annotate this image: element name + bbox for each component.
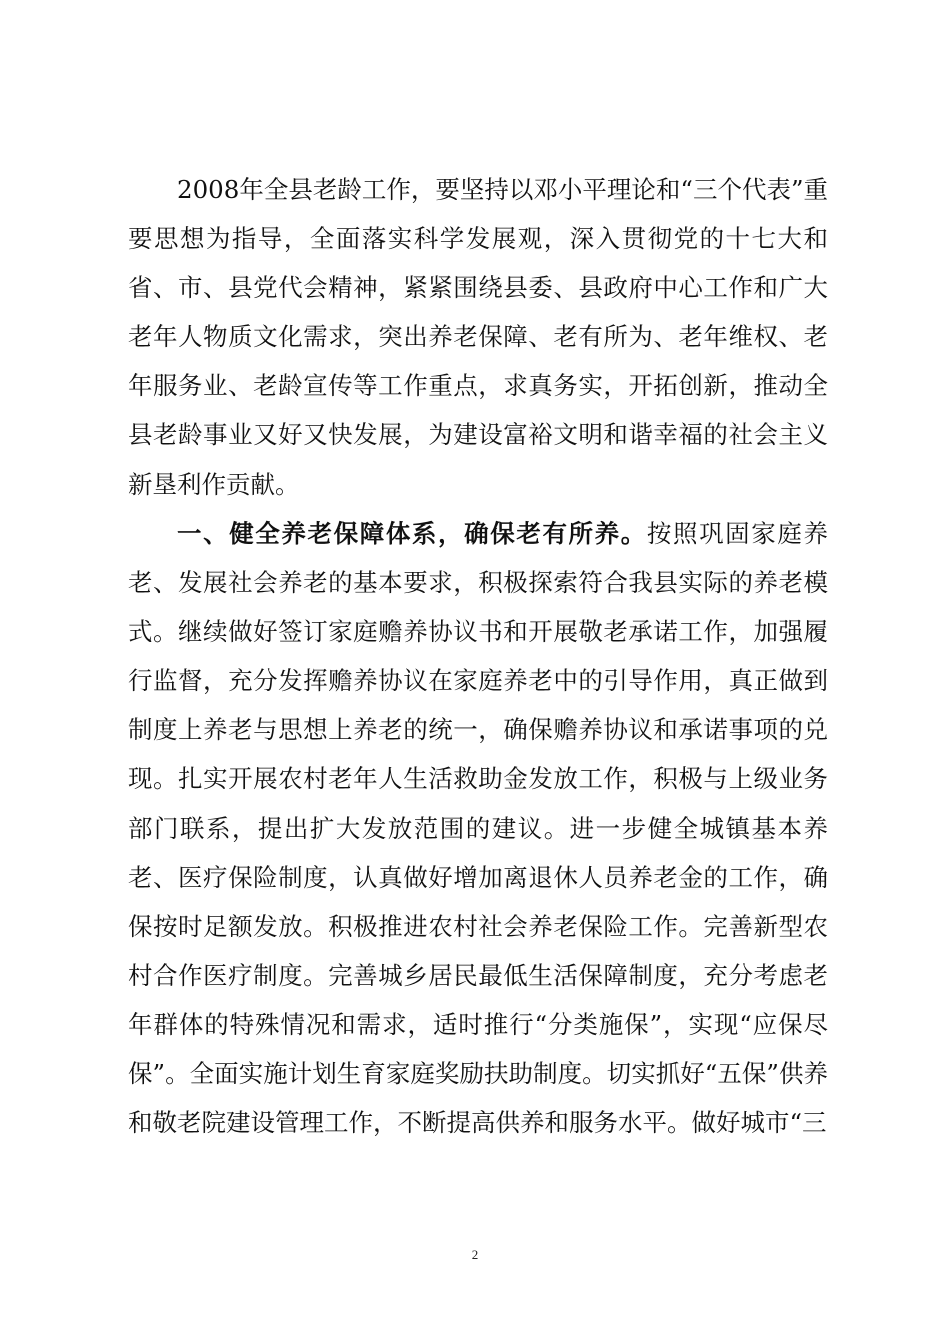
body-paragraph-2: [128, 509, 828, 1147]
paragraph-text: 2008年全县老龄工作，要坚持以邓小平理论和“三个代表”重要思想为指导，全面落实科学发展观，深入贯彻党的十七大和省、市、县党代会精神，紧紧围绕县委、县政府中心工作和广大老年人物质文化需求，突出养老保障、老有所为、老年维权、老年服务业、老龄宣传等工作重点，求真务实，开拓创新，推动全县老龄事业又好又快发展，为建设富裕文明和谐幸福的社会主义新垦利作贡献。: [128, 175, 828, 499]
body-paragraph-1: [128, 165, 828, 509]
page-number: 2: [471, 1247, 479, 1262]
section-body-text: 按照巩固家庭养老、发展社会养老的基本要求，积极探索符合我县实际的养老模式。继续做好签订家庭赡养协议书和开展敬老承诺工作，加强履行监督，充分发挥赡养协议在家庭养老中的引导作用，真正做到制度上养老与思想上养老的统一，确保赡养协议和承诺事项的兑现。扎实开展农村老年人生活救助金发放工作，积极与上级业务部门联系，提出扩大发放范围的建议。进一步健全城镇基本养老、医疗保险制度，认真做好增加离退休人员养老金的工作，确保按时足额发放。积极推进农村社会养老保险工作。完善新型农村合作医疗制度。完善城乡居民最低生活保障制度，充分考虑老年群体的特殊情况和需求，适时推行“分类施保”，实现“应保尽保”。全面实施计划生育家庭奖励扶助制度。切实抓好“五保”供养和敬老院建设管理工作，不断提高供养和服务水平。做好城市“三: [128, 519, 828, 1138]
paragraph-text: [128, 509, 828, 1147]
section-heading: 一、健全养老保障体系，确保老有所养。: [177, 519, 647, 548]
